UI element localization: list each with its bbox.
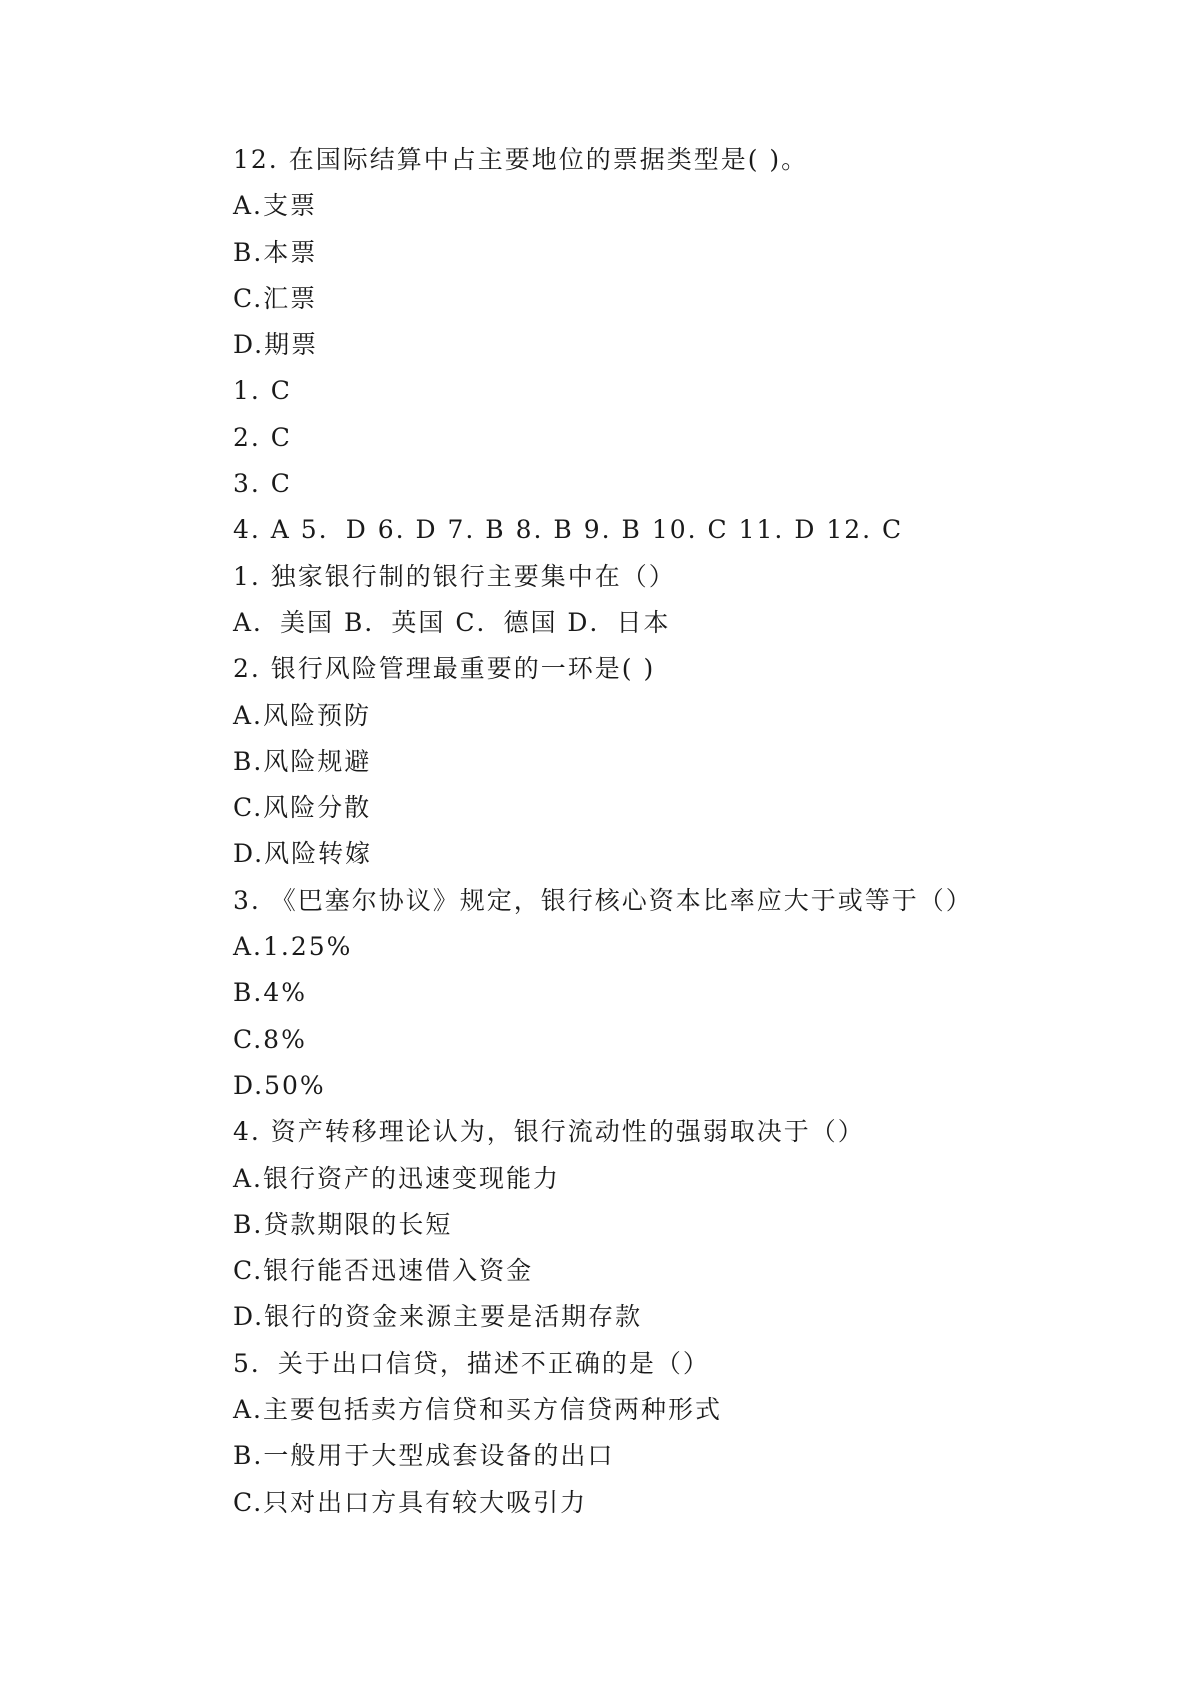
question-2-option-b: B.风险规避 xyxy=(233,746,372,776)
question-5-option-a: A.主要包括卖方信贷和买方信贷两种形式 xyxy=(233,1395,723,1425)
answer-line-2: 2. C xyxy=(233,422,292,452)
question-5-option-b: B.一般用于大型成套设备的出口 xyxy=(233,1441,615,1471)
question-4-option-a: A.银行资产的迅速变现能力 xyxy=(233,1163,561,1193)
question-12-text: 12. 在国际结算中占主要地位的票据类型是( )。 xyxy=(233,145,809,174)
question-3-option-c: C.8% xyxy=(233,1024,307,1054)
question-3-option-d: D.50% xyxy=(233,1070,326,1100)
document-body xyxy=(233,137,1093,1526)
question-12-option-b: B.本票 xyxy=(233,237,318,267)
answer-line-4-to-12: 4. A 5．D 6. D 7. B 8. B 9. B 10. C 11. D 12. C xyxy=(233,515,904,545)
question-12-option-a: A.支票 xyxy=(233,191,318,221)
question-4-option-d: D.银行的资金来源主要是活期存款 xyxy=(233,1302,643,1332)
question-2-text: 2. 银行风险管理最重要的一环是( ) xyxy=(233,654,656,684)
question-12-option-d: D.期票 xyxy=(233,330,319,360)
question-1-text: 1. 独家银行制的银行主要集中在（） xyxy=(233,561,676,591)
question-3-option-b: B.4% xyxy=(233,978,307,1008)
question-1-options: A．美国 B．英国 C．德国 D．日本 xyxy=(233,607,671,637)
question-4-option-b: B.贷款期限的长短 xyxy=(233,1209,453,1239)
question-5-option-c: C.只对出口方具有较大吸引力 xyxy=(233,1487,588,1517)
answer-line-1: 1. C xyxy=(233,376,292,406)
question-3-option-a: A.1.25% xyxy=(233,932,353,962)
question-5-text: 5．关于出口信贷，描述不正确的是（） xyxy=(233,1348,710,1378)
question-2-option-d: D.风险转嫁 xyxy=(233,839,373,869)
question-4-text: 4. 资产转移理论认为，银行流动性的强弱取决于（） xyxy=(233,1117,865,1147)
question-3-text: 3. 《巴塞尔协议》规定，银行核心资本比率应大于或等于（） xyxy=(233,885,973,915)
question-2-option-a: A.风险预防 xyxy=(233,700,372,730)
question-4-option-c: C.银行能否迅速借入资金 xyxy=(233,1256,534,1286)
answer-line-3: 3. C xyxy=(233,469,292,499)
question-12-option-c: C.汇票 xyxy=(233,283,318,313)
question-2-option-c: C.风险分散 xyxy=(233,793,372,823)
